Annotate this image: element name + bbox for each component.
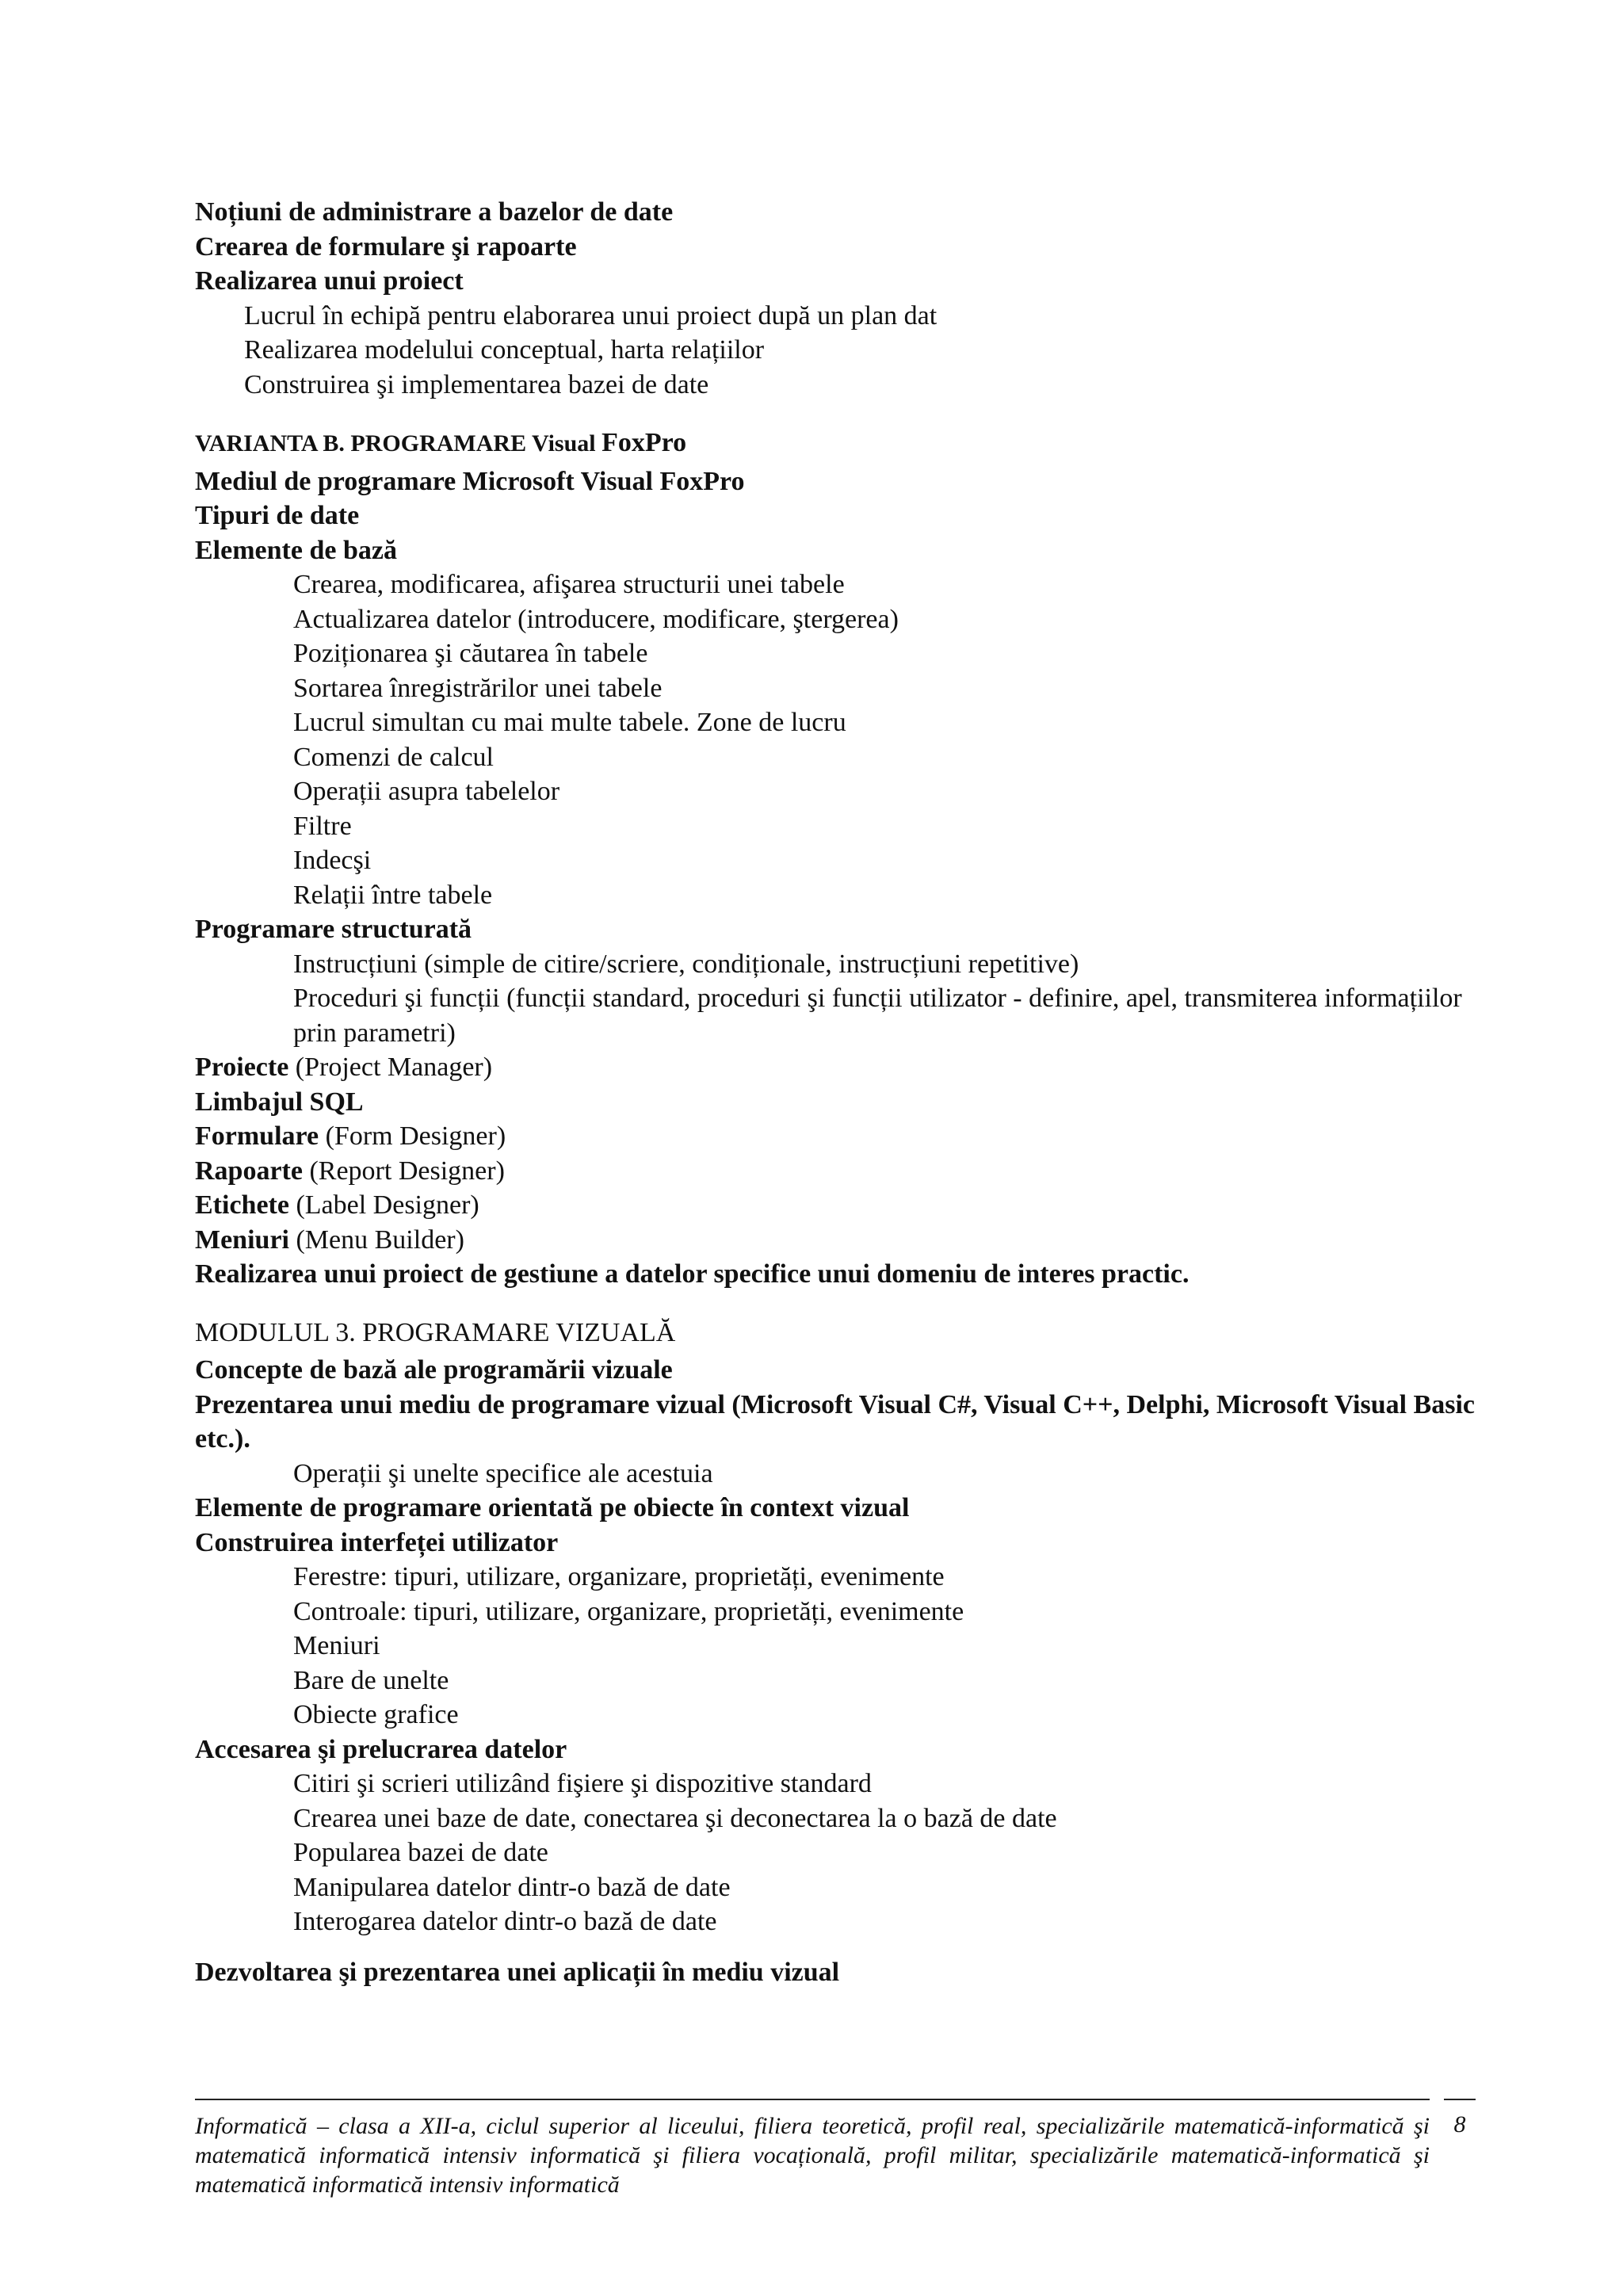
- page-footer: [195, 2099, 1430, 2199]
- tool-detail: (Form Designer): [319, 1121, 506, 1151]
- list-item: Lucrul simultan cu mai multe tabele. Zone de lucru: [293, 708, 846, 737]
- list-item-wrapped: Proceduri şi funcții (funcții standard, proceduri şi funcții utilizator - definire, apel, transmiterea informațiilor prin parametri): [293, 984, 1462, 1048]
- tool-name: Meniuri: [195, 1224, 289, 1255]
- list-item: Actualizarea datelor (introducere, modificare, ştergerea): [293, 604, 899, 634]
- list-item: Relații între tabele: [293, 880, 493, 910]
- tool-detail: (Menu Builder): [288, 1224, 464, 1255]
- tool-item: [195, 1223, 1479, 1258]
- list-item: Interogarea datelor dintr-o bază de date: [293, 1907, 717, 1936]
- list-item: Poziționarea şi căutarea în tabele: [293, 639, 648, 668]
- tool-detail: (Label Designer): [288, 1190, 479, 1220]
- list-item: Popularea bazei de date: [293, 1838, 548, 1867]
- list-item: Ferestre: tipuri, utilizare, organizare, proprietăți, evenimente: [293, 1562, 945, 1591]
- tool-name: Limbajul SQL: [195, 1087, 364, 1117]
- topic-programare-structurata: Programare structurată: [195, 915, 472, 944]
- topic-concepte-baza: Concepte de bază ale programării vizuale: [195, 1355, 673, 1385]
- tool-name: Rapoarte: [195, 1156, 303, 1186]
- subtopic-lucrul-echipa: Lucrul în echipă pentru elaborarea unui proiect după un plan dat: [244, 300, 938, 330]
- list-item: Controale: tipuri, utilizare, organizare, proprietăți, evenimente: [293, 1596, 964, 1626]
- list-item: Bare de unelte: [293, 1665, 449, 1695]
- tool-name: Etichete: [195, 1190, 289, 1220]
- list-item: Instrucțiuni (simple de citire/scriere, condiționale, instrucțiuni repetitive): [293, 949, 1079, 979]
- topic-interfata-utilizator: Construirea interfeței utilizator: [195, 1527, 559, 1557]
- variant-b-heading: [195, 426, 1479, 461]
- list-item: Filtre: [293, 811, 352, 841]
- list-item: Crearea, modificarea, afişarea structurii unei tabele: [293, 570, 845, 599]
- topic-accesarea-datelor: Accesarea şi prelucrarea datelor: [195, 1734, 567, 1764]
- tool-name: Proiecte: [195, 1052, 289, 1082]
- list-item: Operații şi unelte specifice ale acestuia: [293, 1458, 713, 1488]
- list-item: Operații asupra tabelelor: [293, 777, 560, 806]
- tool-item: [195, 1085, 1479, 1120]
- tool-detail: (Report Designer): [302, 1156, 505, 1186]
- subtopic-construirea-bazei: Construirea şi implementarea bazei de date: [244, 369, 709, 399]
- tool-item: [195, 1154, 1479, 1189]
- topic-notiuni-administrare: Noțiuni de administrare a bazelor de date: [195, 197, 674, 227]
- variant-b-heading-suffix: FoxPro: [601, 428, 687, 457]
- tool-item: [195, 1119, 1479, 1154]
- topic-prezentarea-mediu: Prezentarea unui mediu de programare vizual (Microsoft Visual C#, Visual C++, Delphi, Microsoft Visual Basic etc.).: [195, 1389, 1475, 1454]
- module-3-heading: MODULUL 3. PROGRAMARE VIZUALĂ: [195, 1317, 676, 1347]
- list-item: Sortarea înregistrărilor unei tabele: [293, 673, 663, 703]
- topic-formulare-rapoarte: Crearea de formulare şi rapoarte: [195, 231, 577, 262]
- list-item: Manipularea datelor dintr-o bază de date: [293, 1872, 731, 1902]
- topic-tipuri-date: Tipuri de date: [195, 501, 360, 530]
- topic-mediul-foxpro: Mediul de programare Microsoft Visual FoxPro: [195, 466, 745, 496]
- variant-b-heading-prefix: VARIANTA B. PROGRAMARE Visual: [195, 430, 602, 457]
- page-content: [195, 195, 1479, 1989]
- list-item: Crearea unei baze de date, conectarea şi deconectarea la o bază de date: [293, 1803, 1057, 1833]
- footer-text: Informatică – clasa a XII-a, ciclul superior al liceului, filiera teoretică, profil real, specializările matematică-informatică şi matematică informatică intensiv informatică şi filiera vocațională, profil militar, specializările matematică-informatică şi matematică informatică intensiv informatică: [195, 2113, 1430, 2198]
- topic-elemente-poo: Elemente de programare orientată pe obiecte în context vizual: [195, 1493, 910, 1522]
- list-item: Obiecte grafice: [293, 1700, 459, 1729]
- tool-item: [195, 1188, 1479, 1223]
- topic-dezvoltarea-aplicatii: Dezvoltarea şi prezentarea unei aplicații în mediu vizual: [195, 1957, 840, 1987]
- list-item: Citiri şi scrieri utilizând fişiere şi dispozitive standard: [293, 1769, 872, 1798]
- topic-proiect-gestiune: Realizarea unui proiect de gestiune a datelor specifice unui domeniu de interes practic.: [195, 1259, 1190, 1289]
- list-item: Indecşi: [293, 846, 372, 875]
- subtopic-modelul-conceptual: Realizarea modelului conceptual, harta relațiilor: [244, 335, 765, 365]
- list-item: Comenzi de calcul: [293, 742, 495, 772]
- tool-item: [195, 1050, 1479, 1085]
- topic-realizarea-proiect: Realizarea unui proiect: [195, 266, 464, 296]
- topic-elemente-baza: Elemente de bază: [195, 535, 397, 565]
- page-number: 8: [1444, 2099, 1476, 2138]
- list-item: Meniuri: [293, 1631, 380, 1660]
- tool-detail: (Project Manager): [288, 1052, 493, 1082]
- tool-name: Formulare: [195, 1121, 319, 1151]
